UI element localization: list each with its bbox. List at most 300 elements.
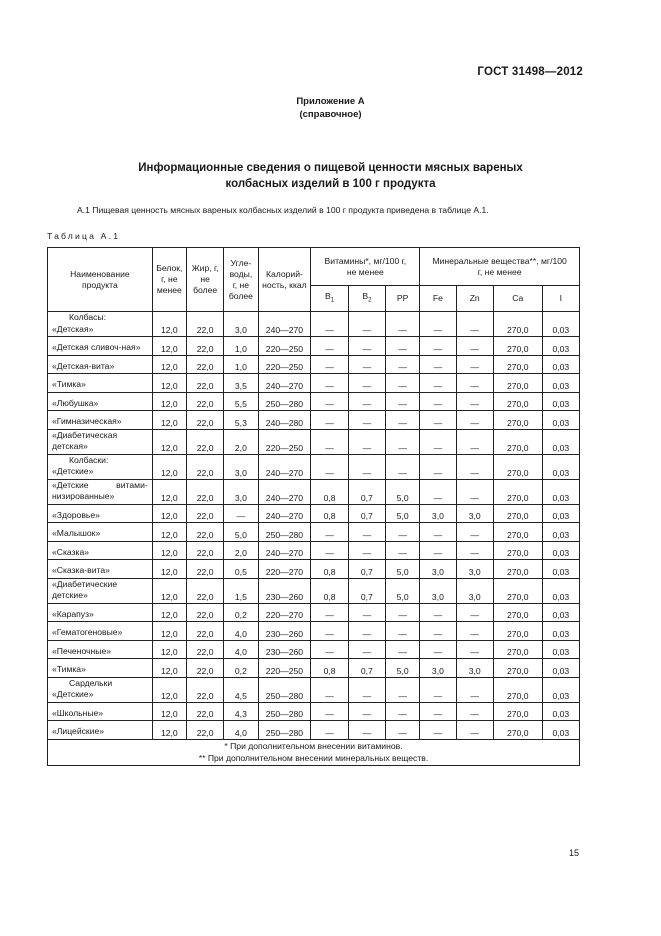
header-calories: Калорий-ность, ккал [258, 248, 311, 312]
vitamin-pp-cell: — [386, 541, 420, 560]
mineral-zn-cell: — [456, 523, 493, 542]
mineral-i-cell: 0,03 [542, 429, 579, 454]
mineral-ca-cell: 270,0 [493, 523, 542, 542]
carbohydrates-cell: 5,0 [224, 523, 258, 542]
protein-cell: 12,0 [152, 677, 186, 702]
protein-cell: 12,0 [152, 411, 186, 430]
vitamin-b2-cell: — [348, 312, 385, 337]
fat-cell: 22,0 [186, 504, 223, 523]
protein-cell: 12,0 [152, 603, 186, 622]
header-fe: Fe [420, 286, 456, 312]
product-name-cell [48, 504, 153, 523]
header-b2: $B_2$ [348, 286, 385, 312]
mineral-i-cell: 0,03 [542, 479, 579, 504]
vitamin-b2-cell: — [348, 702, 385, 721]
protein-cell: 12,0 [152, 560, 186, 579]
calories-cell: 220—250 [258, 659, 311, 678]
product-name: «Печеночные» [52, 645, 112, 656]
table-row [48, 702, 580, 721]
vitamin-pp-cell: — [386, 411, 420, 430]
mineral-i-cell: 0,03 [542, 603, 579, 622]
mineral-i-cell: 0,03 [542, 454, 579, 479]
mineral-i-cell: 0,03 [542, 640, 579, 659]
mineral-fe-cell: 3,0 [420, 504, 456, 523]
fat-cell: 22,0 [186, 337, 223, 356]
vitamin-b1-cell: — [311, 392, 348, 411]
fat-cell: 22,0 [186, 374, 223, 393]
mineral-ca-cell: 270,0 [493, 677, 542, 702]
mineral-ca-cell: 270,0 [493, 721, 542, 740]
carbohydrates-cell: 0,5 [224, 560, 258, 579]
fat-cell: 22,0 [186, 702, 223, 721]
vitamin-pp-cell: — [386, 702, 420, 721]
product-name: «Сказка-вита» [52, 565, 110, 575]
mineral-ca-cell: 270,0 [493, 429, 542, 454]
protein-cell: 12,0 [152, 640, 186, 659]
mineral-fe-cell: — [420, 622, 456, 641]
mineral-zn-cell: — [456, 622, 493, 641]
mineral-ca-cell: 270,0 [493, 541, 542, 560]
calories-cell: 250—280 [258, 677, 311, 702]
heading-line-1: Информационные сведения о пищевой ценности мясных вареных [138, 162, 523, 174]
table-row [48, 504, 580, 523]
header-protein: Белок, г, не менее [152, 248, 186, 312]
calories-cell: 220—270 [258, 603, 311, 622]
mineral-zn-cell: — [456, 454, 493, 479]
fat-cell: 22,0 [186, 659, 223, 678]
product-name: «Малышок» [52, 528, 101, 538]
vitamin-b2-cell: 0,7 [348, 659, 385, 678]
vitamin-b1-cell: — [311, 677, 348, 702]
vitamin-b2-cell: 0,7 [348, 560, 385, 579]
carbohydrates-cell: 4,0 [224, 622, 258, 641]
product-name: «Диабетическая детская» [52, 429, 118, 451]
mineral-fe-cell: — [420, 523, 456, 542]
vitamin-b1-cell: — [311, 640, 348, 659]
mineral-zn-cell: — [456, 677, 493, 702]
nutrition-table [47, 247, 580, 766]
carbohydrates-cell: 3,0 [224, 479, 258, 504]
mineral-i-cell: 0,03 [542, 659, 579, 678]
product-name-cell [48, 541, 153, 560]
mineral-i-cell: 0,03 [542, 702, 579, 721]
mineral-i-cell: 0,03 [542, 312, 579, 337]
product-name-cell [48, 355, 153, 374]
footnote-vitamins: * При дополнительном внесении витаминов. [224, 740, 403, 751]
protein-cell: 12,0 [152, 659, 186, 678]
header-name: Наименование продукта [48, 248, 153, 312]
mineral-fe-cell: — [420, 454, 456, 479]
mineral-zn-cell: — [456, 411, 493, 430]
vitamin-b2-cell: — [348, 374, 385, 393]
header-vitamins: Витамины*, мг/100 г, не менее [311, 248, 420, 286]
mineral-ca-cell: 270,0 [493, 392, 542, 411]
annex-title: Приложение А [296, 96, 365, 107]
table-row [48, 337, 580, 356]
table-row [48, 659, 580, 678]
mineral-zn-cell: 3,0 [456, 659, 493, 678]
footnotes [48, 739, 580, 765]
mineral-zn-cell: — [456, 603, 493, 622]
table-row [48, 355, 580, 374]
fat-cell: 22,0 [186, 622, 223, 641]
product-name: «Детские» [52, 466, 94, 476]
product-name: «Детские» [52, 689, 94, 699]
mineral-ca-cell: 270,0 [493, 411, 542, 430]
table-row [48, 560, 580, 579]
calories-cell: 220—250 [258, 337, 311, 356]
mineral-ca-cell: 270,0 [493, 312, 542, 337]
vitamin-pp-cell: 5,0 [386, 504, 420, 523]
vitamin-b2-cell: — [348, 454, 385, 479]
intro-paragraph: А.1 Пищевая ценность мясных вареных колбасных изделий в 100 г продукта приведена в таблице А.1. [77, 205, 489, 215]
fat-cell: 22,0 [186, 721, 223, 740]
vitamin-b1-cell: — [311, 429, 348, 454]
header-ca: Ca [493, 286, 542, 312]
fat-cell: 22,0 [186, 523, 223, 542]
vitamin-pp-cell: — [386, 640, 420, 659]
product-name-cell [48, 702, 153, 721]
protein-cell: 12,0 [152, 578, 186, 603]
mineral-zn-cell: 3,0 [456, 578, 493, 603]
mineral-fe-cell: — [420, 411, 456, 430]
carbohydrates-cell: 4,5 [224, 677, 258, 702]
calories-cell: 250—280 [258, 702, 311, 721]
vitamin-b2-cell: 0,7 [348, 504, 385, 523]
product-name: «Тимка» [52, 664, 86, 674]
mineral-i-cell: 0,03 [542, 523, 579, 542]
mineral-zn-cell: 3,0 [456, 560, 493, 579]
mineral-fe-cell: — [420, 541, 456, 560]
mineral-zn-cell: — [456, 702, 493, 721]
mineral-ca-cell: 270,0 [493, 659, 542, 678]
protein-cell: 12,0 [152, 541, 186, 560]
header-pp: PP [386, 286, 420, 312]
mineral-fe-cell: — [420, 677, 456, 702]
mineral-i-cell: 0,03 [542, 337, 579, 356]
vitamin-pp-cell: — [386, 355, 420, 374]
fat-cell: 22,0 [186, 578, 223, 603]
vitamin-pp-cell: — [386, 677, 420, 702]
vitamin-b2-cell: — [348, 603, 385, 622]
mineral-fe-cell: — [420, 640, 456, 659]
product-name: «Детские витами-низированные» [52, 479, 148, 501]
product-name: «Детская» [52, 323, 94, 334]
product-name-cell [48, 721, 153, 740]
product-name-cell [48, 659, 153, 678]
table-row [48, 603, 580, 622]
mineral-ca-cell: 270,0 [493, 702, 542, 721]
carbohydrates-cell: 0,2 [224, 659, 258, 678]
product-name-cell [48, 479, 153, 504]
mineral-fe-cell: — [420, 312, 456, 337]
vitamin-b2-cell: — [348, 429, 385, 454]
vitamin-b2-cell: — [348, 392, 385, 411]
vitamin-b1-cell: 0,8 [311, 659, 348, 678]
mineral-i-cell: 0,03 [542, 560, 579, 579]
protein-cell: 12,0 [152, 337, 186, 356]
protein-cell: 12,0 [152, 374, 186, 393]
table-row [48, 578, 580, 603]
mineral-i-cell: 0,03 [542, 504, 579, 523]
vitamin-b2-cell: — [348, 721, 385, 740]
product-name: «Тимка» [52, 379, 86, 389]
fat-cell: 22,0 [186, 560, 223, 579]
calories-cell: 250—280 [258, 721, 311, 740]
mineral-fe-cell: 3,0 [420, 659, 456, 678]
table-row [48, 622, 580, 641]
mineral-ca-cell: 270,0 [493, 504, 542, 523]
vitamin-b1-cell: — [311, 721, 348, 740]
vitamin-pp-cell: — [386, 721, 420, 740]
product-name-cell [48, 454, 153, 479]
vitamin-b1-cell: — [311, 541, 348, 560]
calories-cell: 240—270 [258, 454, 311, 479]
mineral-ca-cell: 270,0 [493, 355, 542, 374]
table-row [48, 677, 580, 702]
vitamin-b1-cell: — [311, 603, 348, 622]
mineral-ca-cell: 270,0 [493, 454, 542, 479]
vitamin-b1-cell: — [311, 702, 348, 721]
product-name-cell [48, 578, 153, 603]
vitamin-pp-cell: — [386, 429, 420, 454]
protein-cell: 12,0 [152, 504, 186, 523]
footnote-minerals: ** При дополнительном внесении минеральных веществ. [198, 752, 429, 763]
calories-cell: 230—260 [258, 622, 311, 641]
vitamin-b2-cell: 0,7 [348, 479, 385, 504]
annex-subtitle: (справочное) [299, 109, 362, 120]
vitamin-b1-cell: 0,8 [311, 479, 348, 504]
fat-cell: 22,0 [186, 355, 223, 374]
mineral-i-cell: 0,03 [542, 578, 579, 603]
mineral-zn-cell: — [456, 355, 493, 374]
product-group-label: Колбаски: [69, 454, 109, 465]
mineral-zn-cell: — [456, 541, 493, 560]
mineral-fe-cell: — [420, 479, 456, 504]
carbohydrates-cell: — [224, 504, 258, 523]
carbohydrates-cell: 2,0 [224, 429, 258, 454]
calories-cell: 240—270 [258, 479, 311, 504]
vitamin-pp-cell: 5,0 [386, 479, 420, 504]
carbohydrates-cell: 4,3 [224, 702, 258, 721]
product-name: «Диабетические детские» [52, 578, 118, 600]
calories-cell: 250—280 [258, 523, 311, 542]
mineral-fe-cell: 3,0 [420, 560, 456, 579]
calories-cell: 240—270 [258, 312, 311, 337]
header-fat: Жир, г, не более [186, 248, 223, 312]
carbohydrates-cell: 3,0 [224, 312, 258, 337]
calories-cell: 220—270 [258, 560, 311, 579]
mineral-i-cell: 0,03 [542, 622, 579, 641]
vitamin-b2-cell: — [348, 541, 385, 560]
product-group-label: Сардельки [69, 677, 113, 688]
mineral-fe-cell: — [420, 374, 456, 393]
protein-cell: 12,0 [152, 702, 186, 721]
product-name-cell [48, 560, 153, 579]
calories-cell: 240—270 [258, 374, 311, 393]
table-row [48, 429, 580, 454]
table-body [48, 312, 580, 740]
mineral-ca-cell: 270,0 [493, 560, 542, 579]
product-name-cell [48, 312, 153, 337]
vitamin-b1-cell: — [311, 374, 348, 393]
mineral-i-cell: 0,03 [542, 411, 579, 430]
mineral-zn-cell: — [456, 429, 493, 454]
mineral-fe-cell: — [420, 429, 456, 454]
mineral-fe-cell: — [420, 337, 456, 356]
fat-cell: 22,0 [186, 411, 223, 430]
heading-line-2: колбасных изделий в 100 г продукта [225, 178, 436, 190]
table-row [48, 374, 580, 393]
product-name: «Гимназическая» [52, 416, 122, 426]
product-name-cell [48, 411, 153, 430]
vitamin-b2-cell: — [348, 337, 385, 356]
fat-cell: 22,0 [186, 392, 223, 411]
carbohydrates-cell: 5,5 [224, 392, 258, 411]
mineral-fe-cell: — [420, 702, 456, 721]
calories-cell: 240—270 [258, 541, 311, 560]
vitamin-b2-cell: — [348, 622, 385, 641]
vitamin-b1-cell: — [311, 355, 348, 374]
protein-cell: 12,0 [152, 429, 186, 454]
product-name: «Детская сливоч-ная» [52, 342, 141, 352]
vitamin-b2-cell: — [348, 355, 385, 374]
table-row [48, 523, 580, 542]
carbohydrates-cell: 2,0 [224, 541, 258, 560]
protein-cell: 12,0 [152, 479, 186, 504]
protein-cell: 12,0 [152, 523, 186, 542]
protein-cell: 12,0 [152, 622, 186, 641]
vitamin-b1-cell: — [311, 337, 348, 356]
vitamin-b2-cell: — [348, 411, 385, 430]
mineral-ca-cell: 270,0 [493, 337, 542, 356]
product-name: «Школьные» [52, 707, 104, 718]
protein-cell: 12,0 [152, 392, 186, 411]
product-name-cell [48, 429, 153, 454]
mineral-zn-cell: — [456, 392, 493, 411]
table-row [48, 454, 580, 479]
mineral-ca-cell: 270,0 [493, 374, 542, 393]
section-heading [0, 160, 661, 192]
carbohydrates-cell: 3,0 [224, 454, 258, 479]
header-carbohydrates: Угле-воды, г, не более [224, 248, 258, 312]
table-row [48, 312, 580, 337]
calories-cell: 230—260 [258, 578, 311, 603]
header-b1: $B_1$ [311, 286, 348, 312]
vitamin-b1-cell: — [311, 523, 348, 542]
vitamin-b2-cell: — [348, 640, 385, 659]
protein-cell: 12,0 [152, 355, 186, 374]
carbohydrates-cell: 3,5 [224, 374, 258, 393]
carbohydrates-cell: 1,0 [224, 355, 258, 374]
vitamin-pp-cell: — [386, 312, 420, 337]
mineral-zn-cell: — [456, 374, 493, 393]
mineral-zn-cell: — [456, 479, 493, 504]
vitamin-b1-cell: — [311, 454, 348, 479]
vitamin-pp-cell: — [386, 374, 420, 393]
product-group-label: Колбасы: [69, 312, 106, 322]
carbohydrates-cell: 1,5 [224, 578, 258, 603]
vitamin-b2-cell: — [348, 523, 385, 542]
protein-cell: 12,0 [152, 721, 186, 740]
annex-heading [0, 95, 661, 121]
product-name: «Гематогеновые» [52, 627, 123, 637]
vitamin-b1-cell: 0,8 [311, 504, 348, 523]
table-row [48, 392, 580, 411]
vitamin-pp-cell: 5,0 [386, 578, 420, 603]
mineral-i-cell: 0,03 [542, 355, 579, 374]
calories-cell: 240—280 [258, 411, 311, 430]
vitamin-pp-cell: — [386, 392, 420, 411]
table-row [48, 541, 580, 560]
mineral-fe-cell: — [420, 721, 456, 740]
vitamin-pp-cell: 5,0 [386, 560, 420, 579]
product-name: «Карапуз» [52, 608, 94, 619]
protein-cell: 12,0 [152, 454, 186, 479]
vitamin-b2-cell: — [348, 677, 385, 702]
vitamin-pp-cell: — [386, 523, 420, 542]
table-caption: Таблица А.1 [47, 231, 121, 241]
mineral-ca-cell: 270,0 [493, 479, 542, 504]
mineral-fe-cell: — [420, 355, 456, 374]
header-zn: Zn [456, 286, 493, 312]
mineral-i-cell: 0,03 [542, 721, 579, 740]
header-i: I [542, 286, 579, 312]
vitamin-b1-cell: — [311, 411, 348, 430]
vitamin-b1-cell: 0,8 [311, 560, 348, 579]
vitamin-pp-cell: 5,0 [386, 659, 420, 678]
calories-cell: 220—250 [258, 355, 311, 374]
vitamin-pp-cell: — [386, 622, 420, 641]
carbohydrates-cell: 5,3 [224, 411, 258, 430]
product-name: «Детская-вита» [52, 360, 115, 371]
vitamin-pp-cell: — [386, 454, 420, 479]
product-name-cell [48, 622, 153, 641]
mineral-i-cell: 0,03 [542, 541, 579, 560]
mineral-ca-cell: 270,0 [493, 640, 542, 659]
product-name-cell [48, 677, 153, 702]
fat-cell: 22,0 [186, 603, 223, 622]
mineral-zn-cell: — [456, 312, 493, 337]
vitamin-b1-cell: 0,8 [311, 578, 348, 603]
mineral-zn-cell: — [456, 337, 493, 356]
product-name: «Лицейские» [52, 726, 105, 736]
calories-cell: 250—280 [258, 392, 311, 411]
table-row [48, 411, 580, 430]
fat-cell: 22,0 [186, 312, 223, 337]
vitamin-b1-cell: — [311, 622, 348, 641]
product-name: «Сказка» [52, 546, 90, 557]
table-row [48, 479, 580, 504]
mineral-ca-cell: 270,0 [493, 603, 542, 622]
product-name-cell [48, 640, 153, 659]
mineral-i-cell: 0,03 [542, 677, 579, 702]
mineral-zn-cell: — [456, 721, 493, 740]
carbohydrates-cell: 4,0 [224, 721, 258, 740]
fat-cell: 22,0 [186, 454, 223, 479]
standard-code: ГОСТ 31498—2012 [477, 66, 583, 78]
fat-cell: 22,0 [186, 640, 223, 659]
product-name: «Любушка» [52, 397, 99, 408]
mineral-fe-cell: — [420, 603, 456, 622]
carbohydrates-cell: 0,2 [224, 603, 258, 622]
table-row [48, 640, 580, 659]
carbohydrates-cell: 1,0 [224, 337, 258, 356]
fat-cell: 22,0 [186, 479, 223, 504]
fat-cell: 22,0 [186, 677, 223, 702]
calories-cell: 220—250 [258, 429, 311, 454]
page-number: 15 [568, 848, 579, 858]
